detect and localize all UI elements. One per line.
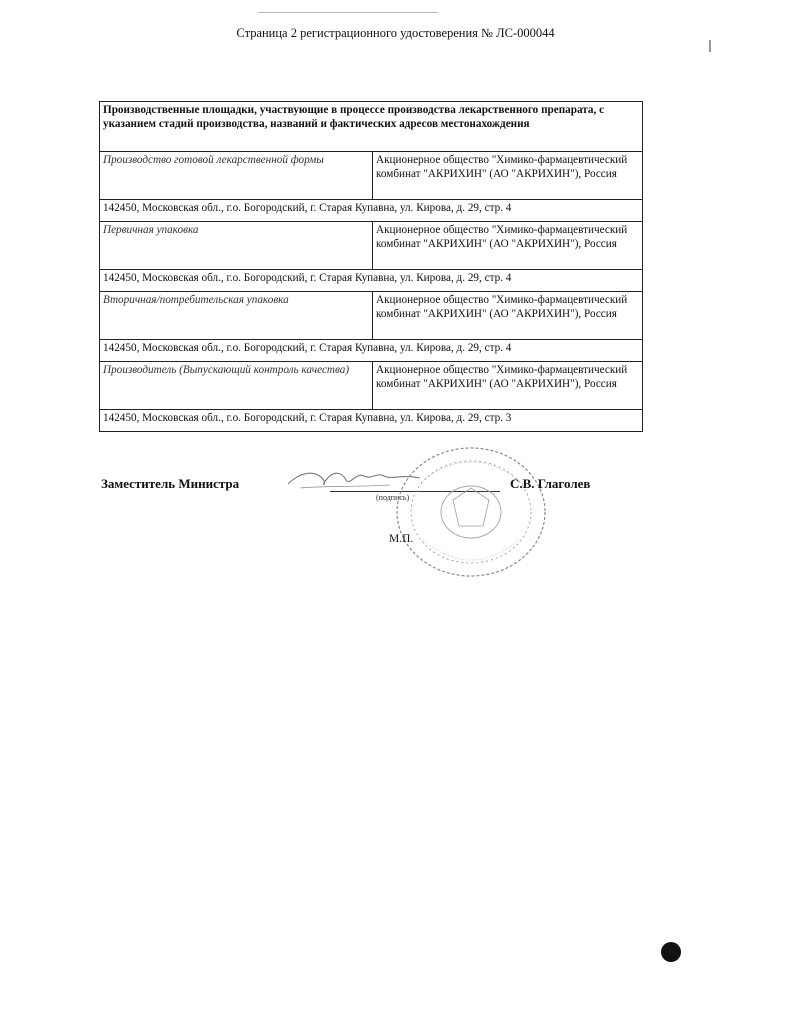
address-cell: 142450, Московская обл., г.о. Богородский, г. Старая Купавна, ул. Кирова, д. 29, стр. 3 (100, 410, 643, 432)
stage-cell: Производство готовой лекарственной формы (100, 152, 373, 200)
signatory-name: С.В. Глаголев (510, 476, 591, 491)
production-sites-table (99, 101, 643, 432)
scan-noise (258, 12, 438, 13)
table-row (100, 410, 643, 432)
stage-cell: Производитель (Выпускающий контроль качества) (100, 362, 373, 410)
table-row (100, 292, 643, 340)
table-row (100, 200, 643, 222)
organization-cell: Акционерное общество "Химико-фармацевтический комбинат "АКРИХИН" (АО "АКРИХИН"), Россия (373, 292, 643, 340)
stage-cell: Вторичная/потребительская упаковка (100, 292, 373, 340)
punch-hole-mark (661, 942, 681, 962)
table-row (100, 362, 643, 410)
table-title: Производственные площадки, участвующие в процессе производства лекарственного препарата, с указанием стадий производства, названий и фактических адресов местонахождения (100, 102, 643, 152)
address-cell: 142450, Московская обл., г.о. Богородский, г. Старая Купавна, ул. Кирова, д. 29, стр. 4 (100, 200, 643, 222)
table-row (100, 222, 643, 270)
organization-cell: Акционерное общество "Химико-фармацевтический комбинат "АКРИХИН" (АО "АКРИХИН"), Россия (373, 362, 643, 410)
page-header: Страница 2 регистрационного удостоверения № ЛС-000044 (236, 26, 555, 40)
address-cell: 142450, Московская обл., г.о. Богородский, г. Старая Купавна, ул. Кирова, д. 29, стр. 4 (100, 270, 643, 292)
table-row (100, 152, 643, 200)
table-row (100, 270, 643, 292)
address-cell: 142450, Московская обл., г.о. Богородский, г. Старая Купавна, ул. Кирова, д. 29, стр. 4 (100, 340, 643, 362)
organization-cell: Акционерное общество "Химико-фармацевтический комбинат "АКРИХИН" (АО "АКРИХИН"), Россия (373, 222, 643, 270)
stage-cell: Первичная упаковка (100, 222, 373, 270)
organization-cell: Акционерное общество "Химико-фармацевтический комбинат "АКРИХИН" (АО "АКРИХИН"), Россия (373, 152, 643, 200)
signatory-position: Заместитель Министра (101, 476, 240, 491)
seal-label: М.П. (389, 533, 414, 545)
signature-caption: (подпись) (376, 493, 410, 502)
table-row (100, 340, 643, 362)
scan-noise (709, 40, 711, 52)
official-seal (383, 440, 558, 590)
